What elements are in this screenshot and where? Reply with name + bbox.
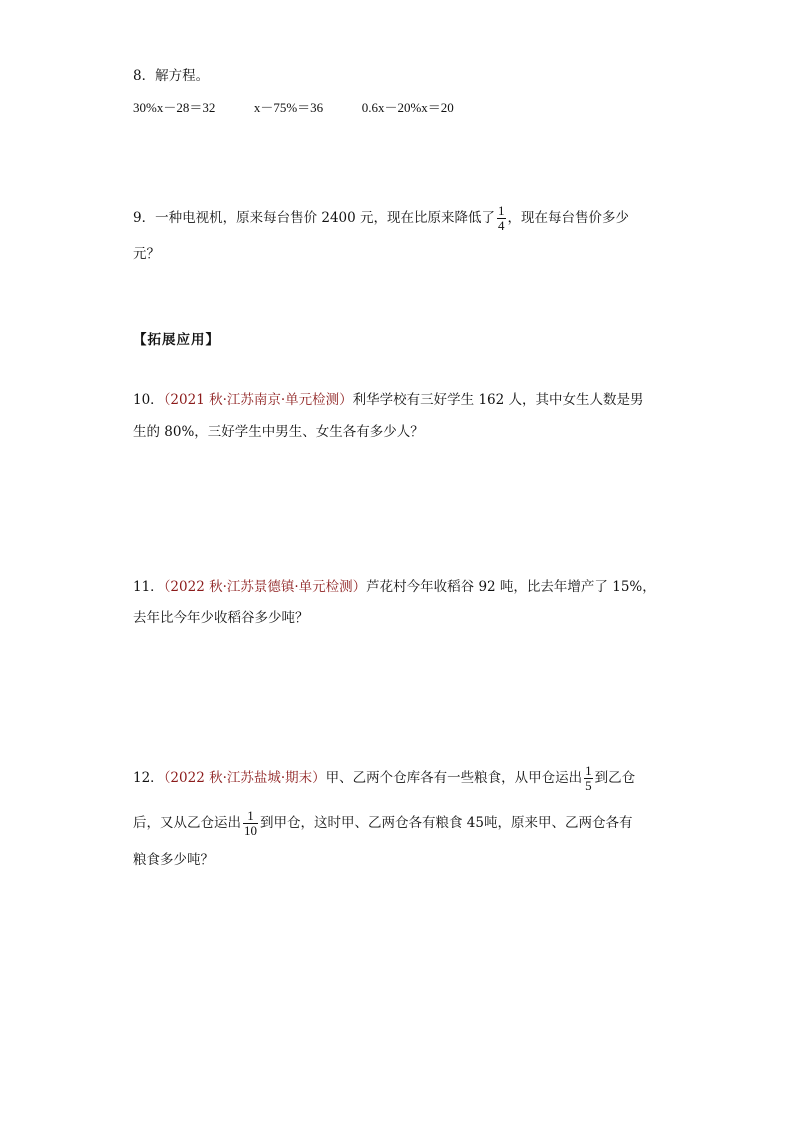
q9-fraction-den: 4 <box>498 218 505 233</box>
q8-equations <box>133 98 454 118</box>
q12-number: 12． <box>133 770 164 786</box>
q11-line1 <box>133 577 656 597</box>
q8-equation-3: 0.6x－20%x＝20 <box>361 100 454 115</box>
q12-line2-start: 后，又从乙仓运出 <box>133 815 241 831</box>
q12-line2 <box>133 809 632 838</box>
q12-fraction-2-num: 1 <box>243 809 258 824</box>
q12-fraction-2-den: 10 <box>244 823 257 838</box>
q9-fraction <box>497 204 506 233</box>
q8-equation-1: 30%x－28＝32 <box>133 100 216 115</box>
q12-source: （2022 秋·江苏盐城·期末） <box>163 770 326 786</box>
q11-number: 11． <box>133 579 164 595</box>
q8-equation-2: x－75%＝36 <box>253 100 324 115</box>
q9-line1 <box>133 204 629 233</box>
q12-line3: 粮食多少吨？ <box>133 852 214 868</box>
q10-line1 <box>133 390 644 410</box>
section-title: 【拓展应用】 <box>133 332 220 348</box>
q11-line2: 去年比今年少收稻谷多少吨？ <box>133 610 309 626</box>
q12-line1-rest: 甲、乙两个仓库各有一些粮食，从甲仓运出 <box>325 770 583 786</box>
q9-line2: 元？ <box>133 246 160 262</box>
q11-line1-rest: 芦花村今年收稻谷 92 吨，比去年增产了 15%， <box>366 579 656 595</box>
q9-text-before: 9．一种电视机，原来每台售价 2400 元，现在比原来降低了 <box>133 210 496 226</box>
q10-source: （2021 秋·江苏南京·单元检测） <box>163 392 353 408</box>
q11-source: （2022 秋·江苏景德镇·单元检测） <box>163 579 367 595</box>
q10-number: 10． <box>133 392 164 408</box>
q9-fraction-num: 1 <box>498 203 505 218</box>
q12-fraction-1 <box>584 764 593 793</box>
q12-line2-rest: 到甲仓，这时甲、乙两仓各有粮食 45吨，原来甲、乙两仓各有 <box>260 815 633 831</box>
q12-fraction-1-den: 5 <box>585 778 592 793</box>
q10-line2: 生的 80%，三好学生中男生、女生各有多少人？ <box>133 424 424 440</box>
q12-fraction-2 <box>243 809 258 838</box>
q9-text-after: ，现在每台售价多少 <box>507 210 630 226</box>
q10-line1-rest: 利华学校有三好学生 162 人，其中女生人数是男 <box>352 392 644 408</box>
q8-label: 8．解方程。 <box>133 68 210 84</box>
q12-line1-end: 到乙仓 <box>594 770 636 786</box>
q12-fraction-1-num: 1 <box>585 763 592 778</box>
q12-line1 <box>133 764 635 793</box>
